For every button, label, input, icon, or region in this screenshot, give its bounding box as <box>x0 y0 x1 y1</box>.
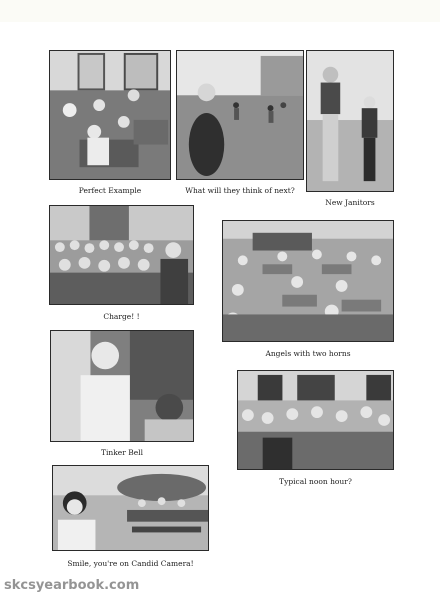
photo-classroom-desks <box>49 50 171 180</box>
caption-noon-hour: Typical noon hour? <box>279 477 352 486</box>
caption-what-next: What will they think of next? <box>185 186 295 195</box>
caption-charge: Charge! ! <box>103 312 140 321</box>
caption-perfect-example: Perfect Example <box>78 186 142 195</box>
photo-tinker-bell <box>50 330 194 442</box>
photo-noon-hour <box>237 370 394 470</box>
photo-angels-classroom <box>222 220 394 342</box>
photo-candid-camera <box>52 465 209 551</box>
watermark: skcsyearbook.com <box>4 578 140 593</box>
photo-playground-teacher <box>176 50 304 180</box>
photo-new-janitors <box>306 50 394 192</box>
caption-candid-camera: Smile, you're on Candid Camera! <box>67 559 194 568</box>
photo-charge-crowd <box>49 205 194 305</box>
caption-new-janitors: New Janitors <box>325 198 375 207</box>
caption-angels: Angels with two horns <box>265 349 351 358</box>
caption-tinker-bell: Tinker Bell <box>101 448 143 457</box>
page-top-strip <box>0 0 440 22</box>
